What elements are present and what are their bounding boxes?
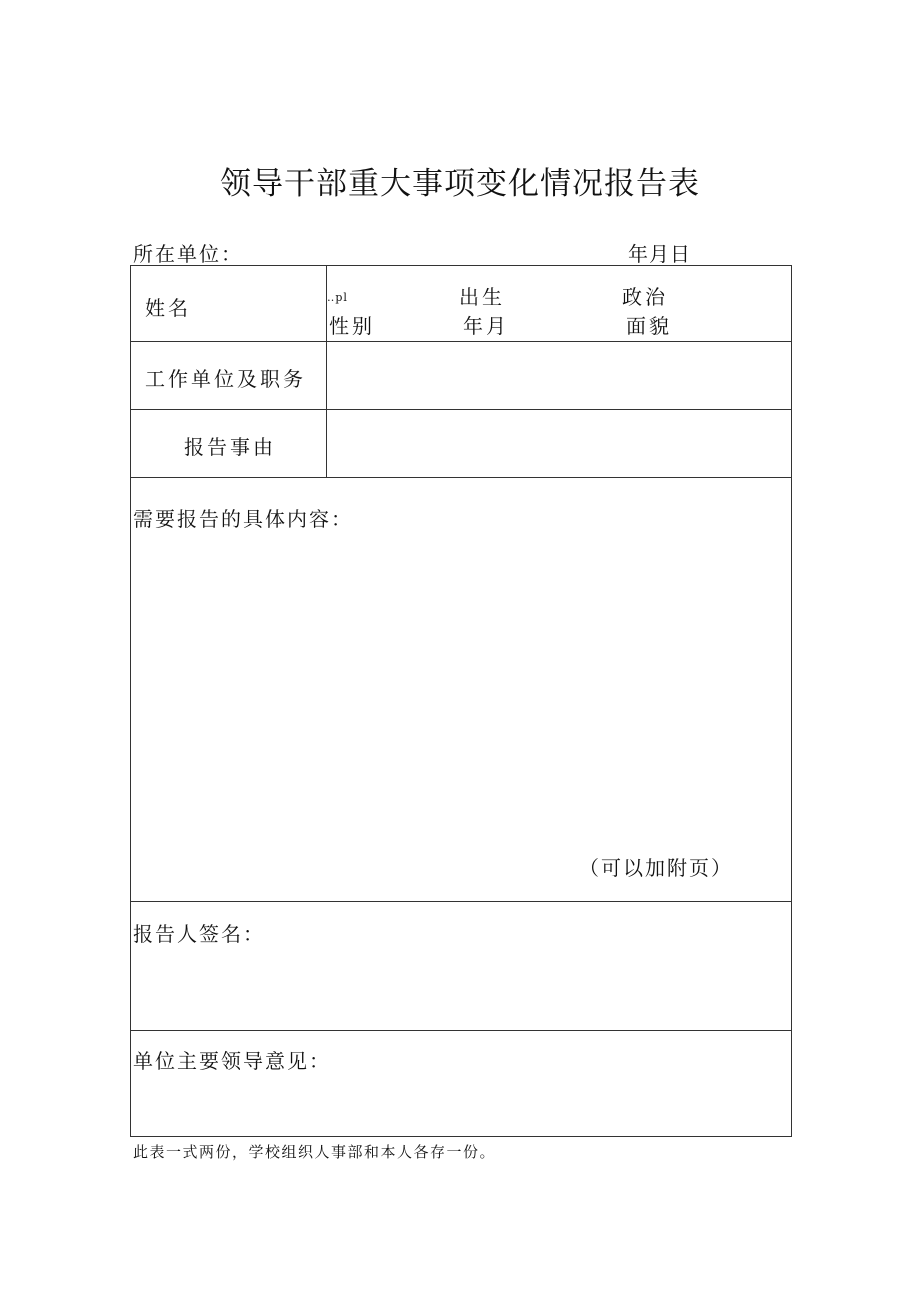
stray-mark: ‥pl	[327, 291, 348, 304]
unit-label: 所在单位：	[133, 242, 243, 266]
birth-label-line1: 出生	[459, 285, 505, 309]
row-divider-2	[131, 409, 791, 410]
report-reason-label: 报告事由	[184, 435, 276, 459]
row-divider-5	[131, 1030, 791, 1031]
politics-label-line2: 面貌	[626, 314, 672, 338]
reporter-signature-label: 报告人签名：	[133, 922, 265, 946]
footer-note: 此表一式两份，学校组织人事部和本人各存一份。	[133, 1143, 497, 1161]
date-label: 年月日	[628, 242, 691, 266]
report-form-table	[130, 265, 792, 1137]
row-divider-1	[131, 341, 791, 342]
birth-label-line2: 年月	[463, 314, 509, 338]
politics-label-line1: 政治	[622, 285, 668, 309]
work-unit-position-label: 工作单位及职务	[145, 367, 306, 391]
form-title: 领导干部重大事项变化情况报告表	[220, 166, 700, 202]
row-divider-4	[131, 901, 791, 902]
leader-opinion-label: 单位主要领导意见：	[133, 1049, 331, 1073]
row-divider-3	[131, 477, 791, 478]
gender-label: 性别	[329, 314, 375, 338]
attachment-note: （可以加附页）	[579, 856, 733, 880]
report-content-label: 需要报告的具体内容：	[133, 507, 353, 531]
name-label: 姓名	[145, 296, 191, 320]
